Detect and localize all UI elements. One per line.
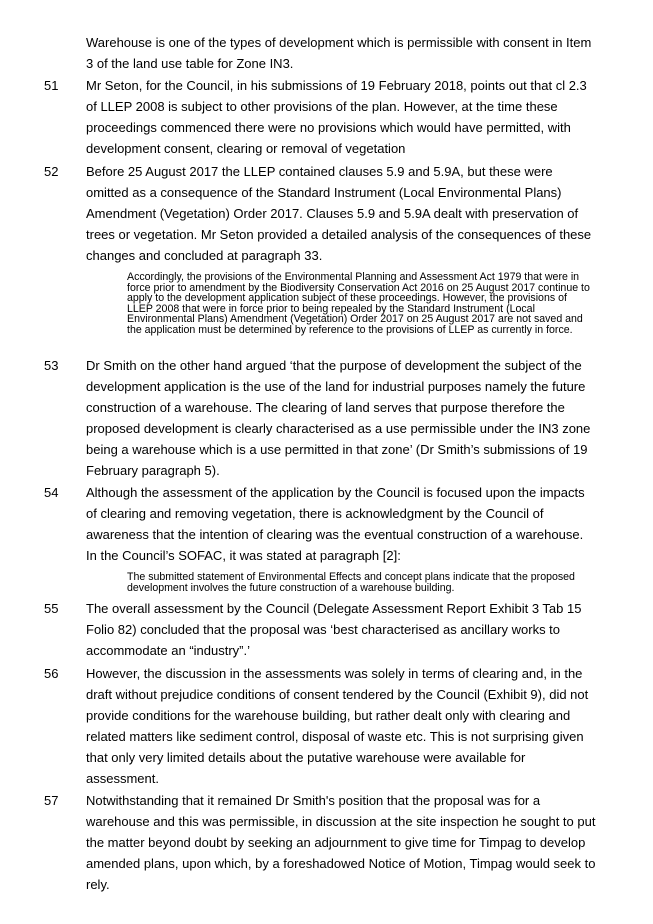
paragraph-text: Mr Seton, for the Council, in his submissions of 19 February 2018, points out that cl 2.3 of LLEP 2008 is subject to other provisions of the plan. However, at the time these proceedings commenced there were no provisions which would have permitted, with development consent, clearing or removal of vegetation (86, 78, 587, 156)
paragraph-text: Before 25 August 2017 the LLEP contained clauses 5.9 and 5.9A, but these were omitted as a consequence of the Standard Instrument (Local Environmental Plans) Amendment (Vegetation) Order 2017. Clauses 5.9 and 5.9A dealt with preservation of trees or vegetation. Mr Seton provided a detailed analysis of the consequences of these changes and concluded at paragraph 33. (86, 164, 592, 263)
paragraph-text: However, the discussion in the assessments was solely in terms of clearing and, in the draft without prejudice conditions of consent tendered by the Council (Exhibit 9), did not provide conditions for the warehouse building, but rather dealt only with clearing and related matters like sediment control, disposal of waste etc. This is not surprising given that only very limited details about the putative warehouse were available for assessment. (86, 666, 589, 786)
block-quote: The submitted statement of Environmental Effects and concept plans indicate that the proposed development involves the future construction of a warehouse building. (127, 571, 575, 594)
paragraph-number: 53 (44, 358, 59, 373)
paragraph-number: 55 (44, 601, 59, 616)
paragraph-number: 52 (44, 164, 59, 179)
paragraph-number: 51 (44, 78, 59, 93)
paragraph-number: 57 (44, 793, 59, 808)
block-quote: Accordingly, the provisions of the Environmental Planning and Assessment Act 1979 that were in force prior to amendment by the Biodiversity Conservation Act 2016 on 25 August 2017 continue to apply to the development application subject of these proceedings. However, the provisions of LLEP 2008 that were in force prior to being repealed by the Standard Instrument (Local Environmental Plans) Amendment (Vegetation) Order 2017 on 25 August 2017 are not saved and the application must be determined by reference to the provisions of LLEP as currently in force. (127, 271, 590, 336)
paragraph-text: The overall assessment by the Council (Delegate Assessment Report Exhibit 3 Tab 15 Folio 82) concluded that the proposal was ‘best characterised as ancillary works to accommodate an “industry”.’ (86, 601, 582, 658)
paragraph-number: 56 (44, 666, 59, 681)
paragraph-text: Although the assessment of the application by the Council is focused upon the impacts of clearing and removing vegetation, there is acknowledgment by the Council of awareness that the intention of clearing was the eventual construction of a warehouse. In the Council’s SOFAC, it was stated at paragraph [2]: (86, 485, 585, 563)
paragraph-number: 54 (44, 485, 59, 500)
paragraph-text: Notwithstanding that it remained Dr Smith's position that the proposal was for a warehouse and this was permissible, in discussion at the site inspection he sought to put the matter beyond doubt by seeking an adjournment to give time for Timpag to develop amended plans, upon which, by a foreshadowed Notice of Motion, Timpag would seek to rely. (86, 793, 596, 892)
paragraph-text: Dr Smith on the other hand argued ‘that the purpose of development the subject of the development application is the use of the land for industrial purposes namely the future construction of a warehouse. The clearing of land serves that purpose therefore the proposed development is clearly characterised as a use permissible under the IN3 zone being a warehouse which is a use permitted in that zone’ (Dr Smith’s submissions of 19 February paragraph 5). (86, 358, 591, 478)
paragraph-text: Warehouse is one of the types of development which is permissible with consent in Item 3 of the land use table for Zone IN3. (86, 35, 592, 71)
